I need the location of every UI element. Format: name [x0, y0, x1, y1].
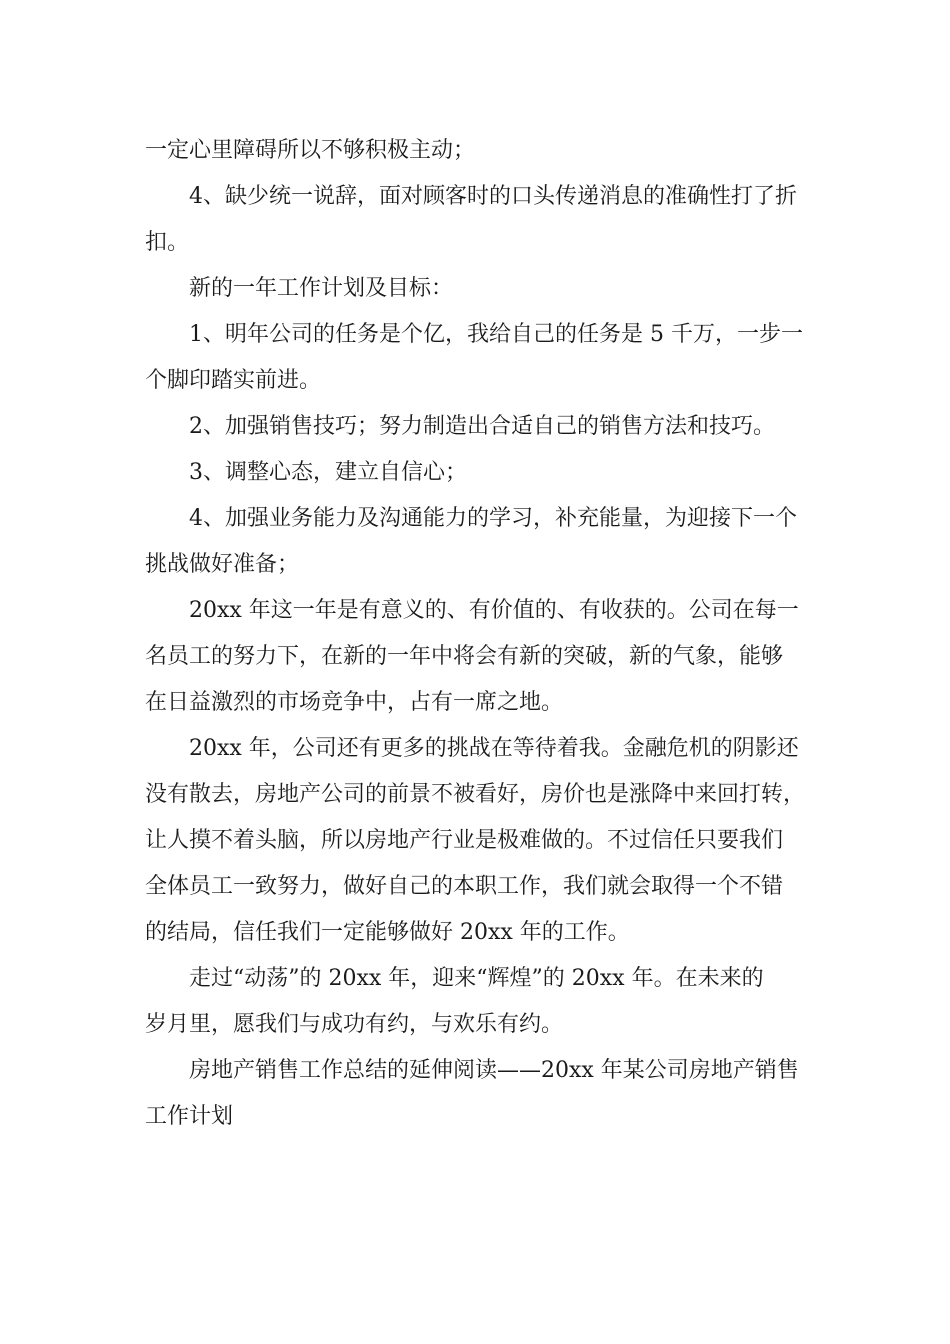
text-line: 让人摸不着头脑，所以房地产行业是极难做的。不过信任只要我们	[145, 828, 784, 853]
paragraph	[145, 266, 810, 312]
text-line: 个脚印踏实前进。	[145, 368, 322, 393]
text-line: 挑战做好准备；	[145, 552, 300, 577]
text-line: 岁月里，愿我们与成功有约，与欢乐有约。	[145, 1012, 564, 1037]
paragraph	[145, 588, 810, 726]
text-line: 的结局，信任我们一定能够做好 20xx 年的工作。	[145, 920, 630, 945]
text-line: 一定心里障碍所以不够积极主动；	[145, 138, 476, 163]
text-line: 1、明年公司的任务是个亿，我给自己的任务是 5 千万，一步一	[189, 322, 803, 347]
text-line: 房地产销售工作总结的延伸阅读——20xx 年某公司房地产销售	[189, 1058, 799, 1083]
text-line: 全体员工一致努力，做好自己的本职工作，我们就会取得一个不错	[145, 874, 784, 899]
document-body	[145, 128, 810, 1140]
text-line: 20xx 年，公司还有更多的挑战在等待着我。金融危机的阴影还	[189, 736, 799, 761]
text-line: 走过“动荡”的 20xx 年，迎来“辉煌”的 20xx 年。在未来的	[189, 966, 764, 991]
paragraph	[145, 1048, 810, 1140]
text-line: 工作计划	[145, 1104, 234, 1129]
text-line: 名员工的努力下，在新的一年中将会有新的突破，新的气象，能够	[145, 644, 784, 669]
text-line: 4、缺少统一说辞，面对顾客时的口头传递消息的准确性打了折	[189, 184, 797, 209]
text-line: 没有散去，房地产公司的前景不被看好，房价也是涨降中来回打转，	[145, 782, 806, 807]
paragraph	[145, 726, 810, 956]
paragraph	[145, 404, 810, 450]
paragraph	[145, 312, 810, 404]
text-line: 在日益激烈的市场竞争中，占有一席之地。	[145, 690, 564, 715]
text-line: 新的一年工作计划及目标：	[189, 276, 454, 301]
paragraph	[145, 496, 810, 588]
text-line: 扣。	[145, 230, 190, 255]
text-line: 20xx 年这一年是有意义的、有价值的、有收获的。公司在每一	[189, 598, 799, 623]
paragraph	[145, 450, 810, 496]
text-line: 4、加强业务能力及沟通能力的学习，补充能量，为迎接下一个	[189, 506, 797, 531]
text-line: 2、加强销售技巧；努力制造出合适自己的销售方法和技巧。	[189, 414, 775, 439]
paragraph	[145, 174, 810, 266]
paragraph	[145, 128, 810, 174]
text-line: 3、调整心态，建立自信心；	[189, 460, 467, 485]
paragraph	[145, 956, 810, 1048]
